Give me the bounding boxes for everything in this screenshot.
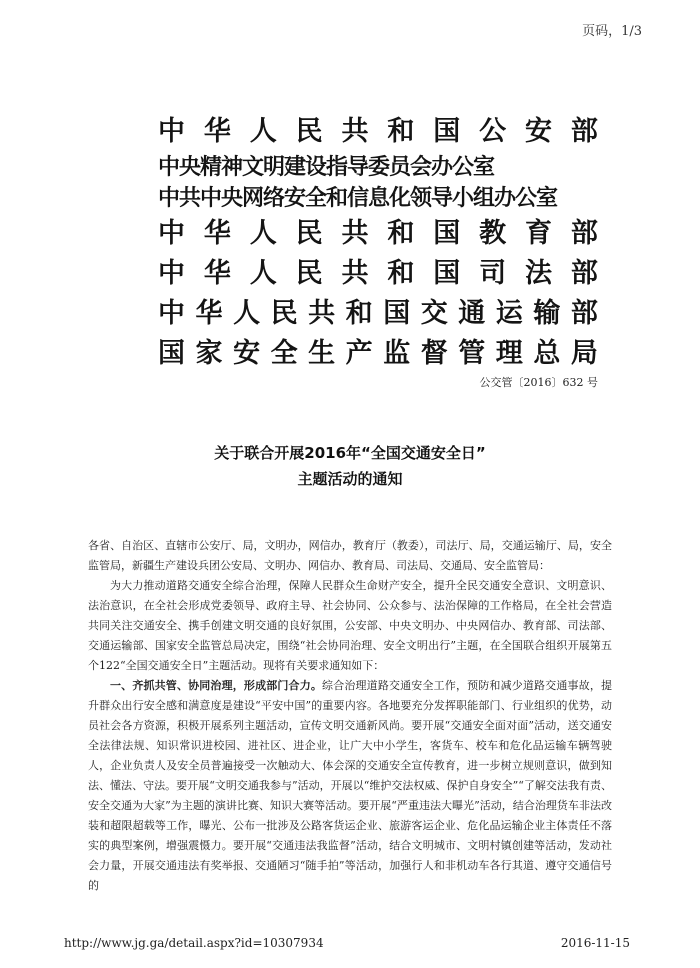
source-url: http://www.jg.ga/detail.aspx?id=10307934 <box>64 936 324 950</box>
print-date: 2016-11-15 <box>560 936 630 950</box>
title-line-2: 主题活动的通知 <box>297 470 403 488</box>
section-one-heading: 一、齐抓共管、协同治理，形成部门合力。 <box>110 679 323 692</box>
intro-paragraph: 为大力推动道路交通安全综合治理，保障人民群众生命财产安全，提升全民交通安全意识、文明意识、法治意识，在全社会形成党委领导、政府主导、社会协同、公众参与、法治保障的工作格局，在全社会营造共同关注交通安全、携手创建文明交通的良好氛围，公安部、中央文明办、中央网信办、教育部、司法部、交通运输部、国家安全监管总局决定，围绕“社会协同治理、安全文明出行”主题，在全国联合组织开展第五个122“全国交通安全日”主题活动。现将有关要求通知如下： <box>88 579 612 672</box>
document-body <box>88 536 612 896</box>
issuer-name: 中 华 人 民 共 和 国 司 法 部 <box>158 258 598 289</box>
recipients-paragraph: 各省、自治区、直辖市公安厅、局，文明办，网信办，教育厅（教委），司法厅、局，交通运输厅、局，安全监管局，新疆生产建设兵团公安局、文明办、网信办、教育局、司法局、交通局、安全监管局： <box>88 539 612 572</box>
issuer-name: 中 华 人 民 共 和 国 公 安 部 <box>158 116 598 147</box>
issuer-name: 中 华 人 民 共 和 国 交 通 运 输 部 <box>158 298 598 329</box>
issuer-name: 国 家 安 全 生 产 监 督 管 理 总 局 <box>158 338 598 369</box>
document-number: 公交管〔2016〕632 号 <box>479 376 598 389</box>
issuer-name: 中央精神文明建设指导委员会办公室 <box>158 155 495 180</box>
document-title <box>0 440 700 492</box>
issuing-authorities <box>158 112 598 374</box>
section-one-text: 综合治理道路交通安全工作，预防和减少道路交通事故，提升群众出行安全感和满意度是建设“平安中国”的重要内容。各地要充分发挥职能部门、行业组织的优势，动员社会各方资源，积极开展系列主题活动，宣传文明交通新风尚。要开展“交通安全面对面”活动，送交通安全法律法规、知识常识进校园、进社区、进企业，让广大中小学生，客货车、校车和危化品运输车辆驾驶人，企业负责人及安全员普遍接受一次触动大、体会深的交通安全宣传教育，进一步树立规则意识，做到知法、懂法、守法。要开展“文明交通我参与”活动，开展以“维护交法权威、保护自身安全”“了解交法我有责、安全交通为大家”为主题的演讲比赛、知识大赛等活动。要开展“严重违法大曝光”活动，结合治理货车非法改装和超限超载等工作，曝光、公布一批涉及公路客货运企业、旅游客运企业、危化品运输企业主体责任不落实的典型案例，增强震慑力。要开展“交通违法我监督”活动，结合文明城市、文明村镇创建等活动，发动社会力量，开展交通违法有奖举报、交通陋习“随手拍”等活动，加强行人和非机动车各行其道、遵守交通信号的 <box>88 679 613 892</box>
issuer-name: 中共中央网络安全和信息化领导小组办公室 <box>158 186 558 211</box>
section-one-paragraph <box>88 676 612 896</box>
issuer-name: 中 华 人 民 共 和 国 教 育 部 <box>158 218 598 249</box>
page-number: 页码，1/3 <box>582 24 642 39</box>
title-line-1: 关于联合开展2016年“全国交通安全日” <box>214 444 486 462</box>
